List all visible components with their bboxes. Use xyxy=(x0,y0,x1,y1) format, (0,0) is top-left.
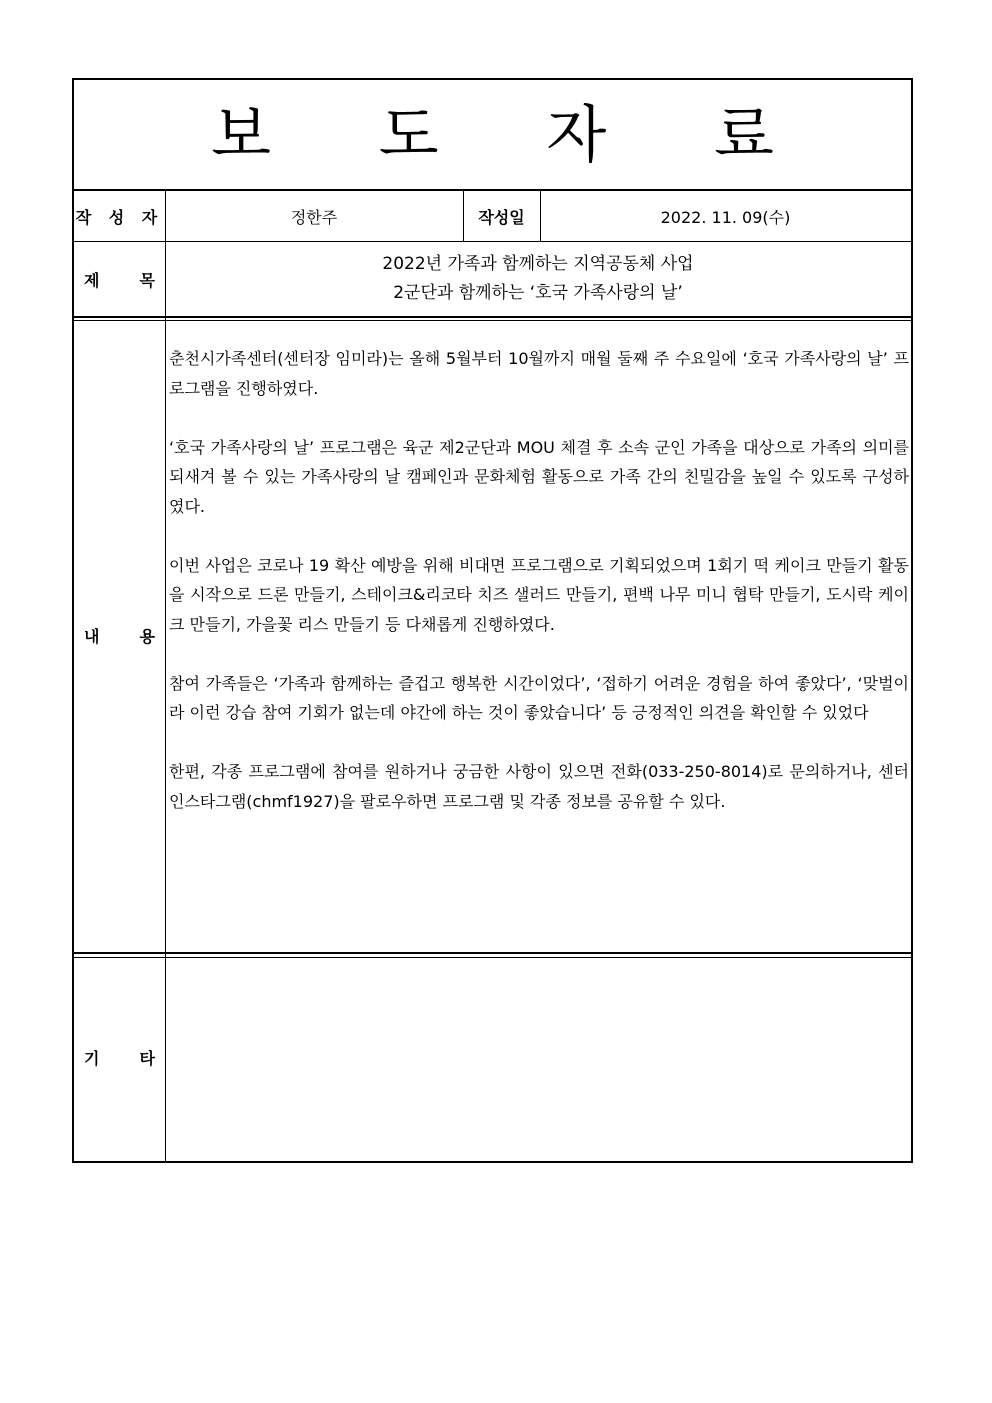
date-label: 작성일 xyxy=(478,207,525,227)
content-label xyxy=(74,318,165,952)
meta-row xyxy=(74,191,911,242)
paragraph: 한편, 각종 프로그램에 참여를 원하거나 궁금한 사항이 있으면 전화(033-250-8014)로 문의하거나, 센터 인스타그램(chmf1927)을 팔로우하면 프로그램 및 각종 정보를 공유할 수 있다. xyxy=(169,762,909,811)
title-row xyxy=(74,80,911,191)
subject-line-2: 2군단과 함께하는 ‘호국 가족사랑의 날’ xyxy=(393,283,683,303)
author-value: 정한주 xyxy=(290,207,338,227)
subject-label-left: 제 xyxy=(84,270,100,290)
other-row xyxy=(74,954,911,1161)
subject-text xyxy=(165,242,911,316)
paragraph: 춘천시가족센터(센터장 임미라)는 올해 5월부터 10월까지 매월 둘째 주 수요일에 ‘호국 가족사랑의 날’ 프로그램을 진행하였다. xyxy=(169,349,909,398)
press-release-form xyxy=(72,78,913,1163)
content-body xyxy=(165,318,911,952)
subject-label-right: 목 xyxy=(139,270,155,290)
other-label xyxy=(74,954,165,1161)
document-title: 보 도 자 료 xyxy=(211,97,818,171)
content-label-right: 용 xyxy=(139,626,155,646)
subject-label xyxy=(74,242,165,316)
author-label: 작 성 자 xyxy=(75,207,164,227)
other-label-right: 타 xyxy=(139,1049,155,1068)
paragraph: 이번 사업은 코로나 19 확산 예방을 위해 비대면 프로그램으로 기획되었으며 1회기 떡 케이크 만들기 활동을 시작으로 드론 만들기, 스테이크&리코타 치즈 샐러드 만들기, 편백 나무 미니 협탁 만들기, 도시락 케이크 만들기, 가을꽃 리스 만들기 등 다채롭게 진행하였다. xyxy=(169,555,909,634)
content-row xyxy=(74,318,911,954)
subject-row xyxy=(74,242,911,318)
content-label-left: 내 xyxy=(84,626,100,646)
other-body xyxy=(165,954,911,1161)
paragraph: 참여 가족들은 ‘가족과 함께하는 즐겁고 행복한 시간이었다’, ‘접하기 어려운 경험을 하여 좋았다’, ‘맞벌이라 이런 강습 참여 기회가 없는데 야간에 하는 것이 좋았습니다’ 등 긍정적인 의견을 확인할 수 있었다 xyxy=(169,673,909,722)
subject-line-1: 2022년 가족과 함께하는 지역공동체 사업 xyxy=(382,254,694,274)
date-value: 2022. 11. 09(수) xyxy=(660,207,791,227)
other-label-left: 기 xyxy=(84,1049,100,1068)
paragraph: ‘호국 가족사랑의 날’ 프로그램은 육군 제2군단과 MOU 체결 후 소속 군인 가족을 대상으로 가족의 의미를 되새겨 볼 수 있는 가족사랑의 날 캠페인과 문화체험 활동으로 가족 간의 친밀감을 높일 수 있도록 구성하였다. xyxy=(169,437,909,516)
